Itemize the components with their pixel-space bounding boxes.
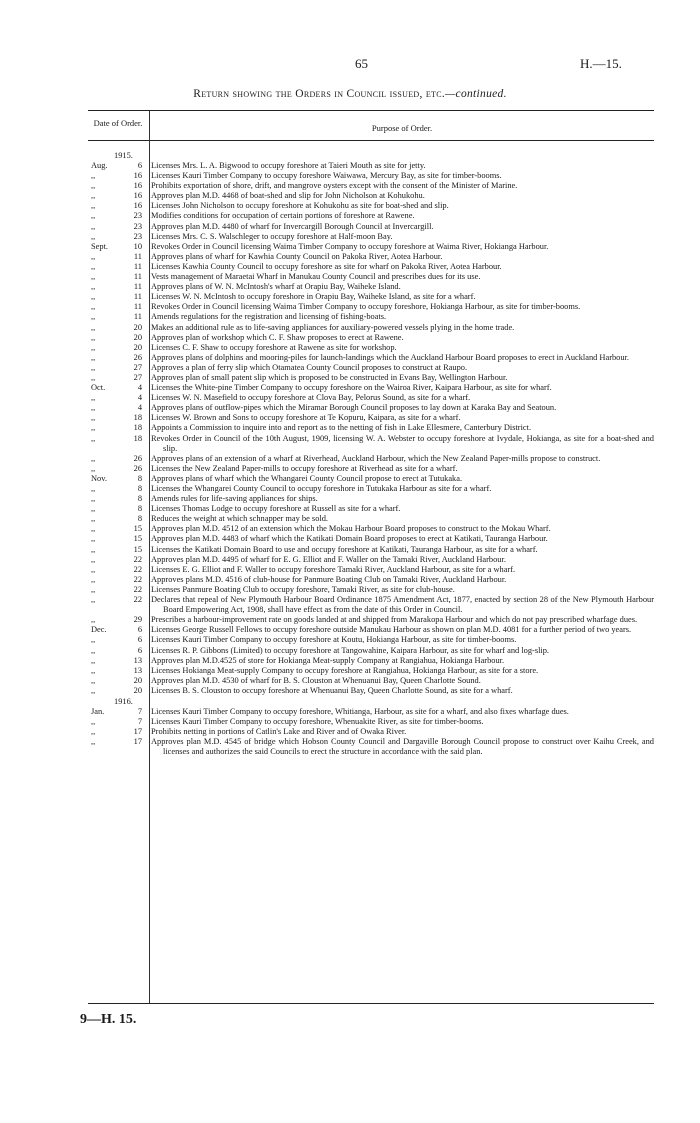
order-purpose: Approves plan M.D.4525 of store for Hokianga Meat-supply Company at Rangiahua, Hokianga Harbour.	[151, 655, 505, 665]
order-purpose: Approves plans of an extension of a wharf at Riverhead, Auckland Harbour, which the New Zealand Paper-mills propose to construct.	[151, 453, 601, 463]
orders-table-body	[88, 150, 654, 757]
table-row	[88, 474, 654, 484]
order-purpose: Licenses Kauri Timber Company to occupy foreshore, Whenuakite River, as site for timber-booms.	[151, 717, 484, 727]
table-row	[88, 222, 654, 232]
order-month: ,,	[91, 211, 96, 221]
order-purpose: Approves plans of dolphins and mooring-piles for launch-landings which the Auckland Harbour Board proposes to erect in Auckland Harbour.	[151, 352, 629, 362]
order-month: Jan.	[91, 706, 105, 716]
order-day: 18	[133, 433, 142, 443]
order-day: 23	[133, 211, 142, 221]
order-day: 23	[133, 231, 142, 241]
table-row	[88, 514, 654, 524]
order-day: 18	[133, 413, 142, 423]
order-day: 22	[133, 584, 142, 594]
order-day: 4	[137, 403, 142, 413]
table-row	[88, 211, 654, 221]
order-purpose: Approves plans of W. N. McIntosh's wharf at Orapiu Bay, Waiheke Island.	[151, 282, 401, 292]
order-purpose: Licenses Hokianga Meat-supply Company to occupy foreshore at Rangiahua, Hokianga Harbour, as site for a store.	[151, 665, 539, 675]
order-month: ,,	[91, 524, 96, 534]
order-day: 22	[133, 564, 142, 574]
table-row	[88, 615, 654, 625]
document-reference: H.—15.	[580, 56, 622, 71]
order-day: 22	[133, 554, 142, 564]
order-month: Aug.	[91, 161, 108, 170]
order-purpose: Modifies conditions for occupation of certain portions of foreshore at Rawene.	[151, 211, 415, 221]
table-row	[88, 272, 654, 282]
order-month: ,,	[91, 322, 96, 332]
order-month: ,,	[91, 727, 96, 737]
order-day: 17	[133, 727, 142, 737]
order-purpose: Prohibits exportation of shore, drift, and mangrove oysters except with the consent of the Minister of Marine.	[151, 181, 518, 191]
order-day: 7	[137, 717, 142, 727]
order-month: ,,	[91, 655, 96, 665]
order-day: 20	[133, 342, 142, 352]
order-purpose: Prescribes a harbour-improvement rate on goods landed at and shipped from Marakopa Harbour and which do not pay prescribed wharfage dues.	[151, 615, 638, 625]
order-month: ,,	[91, 574, 96, 584]
table-row	[88, 262, 654, 272]
order-month: ,,	[91, 564, 96, 574]
order-purpose: Licenses the Katikati Domain Board to use and occupy foreshore at Katikati, Tauranga Harbour, as site for a wharf.	[151, 544, 538, 554]
order-purpose: Licenses Panmure Boating Club to occupy foreshore, Tamaki River, as site for club-house.	[151, 584, 455, 594]
order-purpose: Licenses the New Zealand Paper-mills to occupy foreshore at Riverhead as site for a wharf.	[151, 463, 458, 473]
table-row	[88, 242, 654, 252]
running-title-continued: —continued.	[445, 88, 507, 100]
table-row	[88, 635, 654, 645]
order-purpose: Approves plans of wharf which the Whangarei County Council propose to erect at Tutukaka.	[151, 473, 463, 483]
table-row	[88, 252, 654, 262]
order-month: ,,	[91, 302, 96, 312]
order-month: Sept.	[91, 241, 108, 251]
order-month: ,,	[91, 484, 96, 493]
order-day: 6	[137, 625, 142, 635]
order-month: ,,	[91, 221, 96, 231]
table-row	[88, 343, 654, 353]
order-purpose: Licenses Mrs. C. S. Walschleger to occupy foreshore at Half-moon Bay.	[151, 231, 393, 241]
order-day: 16	[133, 181, 142, 191]
order-day: 20	[133, 685, 142, 695]
order-day: 13	[133, 665, 142, 675]
order-month: ,,	[91, 282, 96, 292]
order-purpose: Approves plan M.D. 4483 of wharf which the Katikati Domain Board proposes to erect at Katikati, Tauranga Harbour.	[151, 534, 548, 544]
table-row	[88, 201, 654, 211]
table-row	[88, 171, 654, 181]
year-label: 1915.	[114, 151, 133, 160]
table-row	[88, 575, 654, 585]
order-month: ,,	[91, 393, 96, 403]
order-month: ,,	[91, 453, 96, 463]
order-month: ,,	[91, 433, 96, 443]
order-day: 6	[137, 635, 142, 645]
table-row	[88, 353, 654, 363]
order-day: 16	[133, 191, 142, 201]
order-day: 23	[133, 221, 142, 231]
table-row	[88, 676, 654, 686]
order-purpose: Licenses B. S. Clouston to occupy foreshore at Whenuanui Bay, Queen Charlotte Sound, as site for a wharf.	[151, 685, 513, 695]
table-row	[88, 534, 654, 544]
order-day: 15	[133, 524, 142, 534]
order-purpose: Licenses Kauri Timber Company to occupy foreshore, Whitianga, Harbour, as site for a wharf, and also fixes wharfage dues.	[151, 706, 569, 716]
order-day: 26	[133, 352, 142, 362]
order-day: 8	[137, 484, 142, 493]
order-day: 11	[133, 272, 142, 282]
order-purpose: Licenses E. G. Elliot and F. Waller to occupy foreshore Tamaki River, Auckland Harbour, as site for a wharf.	[151, 564, 516, 574]
order-day: 11	[133, 261, 142, 271]
table-row	[88, 686, 654, 696]
order-month: ,,	[91, 413, 96, 423]
order-purpose: Licenses the Whangarei County Council to occupy foreshore in Tutukaka Harbour as site for a wharf.	[151, 484, 492, 493]
order-day: 11	[133, 251, 142, 261]
order-day: 13	[133, 655, 142, 665]
order-month: ,,	[91, 615, 96, 625]
order-day: 11	[133, 282, 142, 292]
order-day: 16	[133, 201, 142, 211]
order-month: ,,	[91, 272, 96, 282]
order-day: 11	[133, 312, 142, 322]
order-purpose: Licenses W. N. McIntosh to occupy foreshore in Orapiu Bay, Waiheke Island, as site for a wharf.	[151, 292, 476, 302]
order-month: ,,	[91, 261, 96, 271]
order-month: ,,	[91, 352, 96, 362]
order-purpose: Amends rules for life-saving appliances for ships.	[151, 494, 318, 504]
table-row	[88, 333, 654, 343]
order-month: ,,	[91, 342, 96, 352]
order-purpose: Licenses C. F. Shaw to occupy foreshore at Rawene as site for workshop.	[151, 342, 397, 352]
table-row	[88, 707, 654, 717]
order-day: 20	[133, 322, 142, 332]
order-purpose: Licenses George Russell Fellows to occupy foreshore outside Manukau Harbour as shown on plan M.D. 4081 for a further period of two years.	[151, 625, 632, 635]
table-row	[88, 585, 654, 595]
order-day: 8	[137, 504, 142, 514]
table-row	[88, 423, 654, 433]
order-day: 22	[133, 574, 142, 584]
order-month: ,,	[91, 595, 96, 605]
table-top-rule	[88, 110, 654, 111]
order-month: ,,	[91, 332, 96, 342]
order-purpose: Licenses R. P. Gibbons (Limited) to occupy foreshore at Tangowahine, Kaipara Harbour, as site for wharf and log-slip.	[151, 645, 550, 655]
order-purpose: Appoints a Commission to inquire into and report as to the netting of fish in Lake Ellesmere, Canterbury District.	[151, 423, 532, 433]
order-purpose: Makes an additional rule as to life-saving appliances for auxiliary-powered vessels plying in the home trade.	[151, 322, 515, 332]
order-month: Nov.	[91, 473, 107, 483]
order-month: Oct.	[91, 383, 106, 393]
order-purpose: Licenses W. N. Masefield to occupy foreshore at Clova Bay, Pelorus Sound, as site for a wharf.	[151, 393, 471, 403]
order-purpose: Approves plan M.D. 4512 of an extension which the Mokau Harbour Board proposes to construct to the Mokau Wharf.	[151, 524, 551, 534]
order-purpose: Approves plan M.D. 4495 of wharf for E. G. Elliot and F. Waller on the Tamaki River, Auckland Harbour.	[151, 554, 506, 564]
order-purpose: Licenses the White-pine Timber Company to occupy foreshore on the Wairoa River, Kaipara Harbour, as site for wharf.	[151, 383, 552, 393]
order-purpose: Licenses W. Brown and Sons to occupy foreshore at Te Kopuru, Kaipara, as site for a wharf.	[151, 413, 461, 423]
table-row	[88, 737, 654, 757]
table-row	[88, 302, 654, 312]
order-day: 11	[133, 292, 142, 302]
order-month: ,,	[91, 231, 96, 241]
table-row	[88, 565, 654, 575]
order-purpose: Revokes Order in Council licensing Waima Timber Company to occupy foreshore at Waima River, Hokianga Harbour.	[151, 241, 549, 251]
order-purpose: Approves plan M.D. 4480 of wharf for Invercargill Borough Council at Invercargill.	[151, 221, 434, 231]
order-purpose: Licenses Thomas Lodge to occupy foreshore at Russell as site for a wharf.	[151, 504, 401, 514]
order-month: ,,	[91, 251, 96, 261]
column-header-date: Date of Order.	[93, 118, 143, 128]
order-day: 8	[137, 473, 142, 483]
order-purpose: Approves plans of wharf for Kawhia County Council on Pakoka River, Aotea Harbour.	[151, 251, 443, 261]
table-row	[88, 727, 654, 737]
table-row	[88, 464, 654, 474]
column-header-purpose: Purpose of Order.	[371, 123, 433, 133]
order-day: 4	[137, 383, 142, 393]
order-purpose: Approves plan of small patent slip which is proposed to be constructed in Evans Bay, Wellington Harbour.	[151, 372, 508, 382]
order-purpose: Reduces the weight at which schnapper may be sold.	[151, 514, 328, 524]
order-month: ,,	[91, 544, 96, 554]
table-row	[88, 484, 654, 494]
table-row	[88, 292, 654, 302]
order-month: ,,	[91, 665, 96, 675]
running-title-text: Return showing the Orders in Council issued, etc.	[193, 88, 446, 100]
table-row	[88, 232, 654, 242]
order-day: 20	[133, 675, 142, 685]
order-month: ,,	[91, 645, 96, 655]
year-heading	[88, 150, 654, 161]
table-row	[88, 504, 654, 514]
signature-mark: 9—H. 15.	[80, 1012, 137, 1027]
order-month: ,,	[91, 494, 96, 504]
order-purpose: Revokes Order in Council licensing Waima Timber Company to occupy foreshore, Hokianga Harbour, as site for timber-booms.	[151, 302, 581, 312]
order-day: 7	[137, 706, 142, 716]
order-month: ,,	[91, 737, 96, 747]
order-day: 8	[137, 494, 142, 504]
order-month: ,,	[91, 171, 96, 181]
order-day: 6	[137, 161, 142, 170]
order-purpose: Vests management of Maraetai Wharf in Manukau County Council and prescribes dues for its use.	[151, 272, 481, 282]
order-month: ,,	[91, 635, 96, 645]
table-row	[88, 545, 654, 555]
order-purpose: Approves plan M.D. 4530 of wharf for B. S. Clouston at Whenuanui Bay, Queen Charlotte Sound.	[151, 675, 481, 685]
table-row	[88, 383, 654, 393]
order-purpose: Approves plan M.D. 4545 of bridge which Hobson County Council and Dargaville Borough Council propose to construct over Kaihu Creek, and licenses and authorizes the said Councils to erect the structure in accordance with the said plan.	[151, 737, 654, 757]
table-row	[88, 656, 654, 666]
table-header-rule	[88, 140, 654, 141]
order-month: ,,	[91, 554, 96, 564]
order-month: ,,	[91, 362, 96, 372]
order-purpose: Approves plans of outflow-pipes which the Miramar Borough Council proposes to lay down at Karaka Bay and Seatoun.	[151, 403, 557, 413]
order-month: ,,	[91, 191, 96, 201]
order-purpose: Licenses Mrs. L. A. Bigwood to occupy foreshore at Taieri Mouth as site for jetty.	[151, 161, 426, 170]
table-row	[88, 181, 654, 191]
year-label: 1916.	[114, 696, 133, 706]
order-day: 15	[133, 544, 142, 554]
table-row	[88, 373, 654, 383]
order-month: ,,	[91, 423, 96, 433]
order-day: 29	[133, 615, 142, 625]
table-row	[88, 434, 654, 454]
table-row	[88, 403, 654, 413]
table-row	[88, 363, 654, 373]
table-row	[88, 555, 654, 565]
order-day: 18	[133, 423, 142, 433]
table-row	[88, 524, 654, 534]
table-row	[88, 312, 654, 322]
order-month: ,,	[91, 312, 96, 322]
order-month: ,,	[91, 504, 96, 514]
order-day: 20	[133, 332, 142, 342]
order-day: 4	[137, 393, 142, 403]
order-purpose: Approves plan M.D. 4468 of boat-shed and slip for John Nicholson at Kohukohu.	[151, 191, 425, 201]
order-purpose: Amends regulations for the registration and licensing of fishing-boats.	[151, 312, 387, 322]
order-day: 15	[133, 534, 142, 544]
table-row	[88, 413, 654, 423]
table-row	[88, 646, 654, 656]
order-day: 8	[137, 514, 142, 524]
table-row	[88, 625, 654, 635]
running-title	[0, 88, 700, 100]
order-day: 27	[133, 372, 142, 382]
table-bottom-rule	[88, 1003, 654, 1004]
order-purpose: Approves plans M.D. 4516 of club-house for Panmure Boating Club on Tamaki River, Auckland Harbour.	[151, 574, 507, 584]
order-month: ,,	[91, 717, 96, 727]
order-purpose: Revokes Order in Council of the 10th August, 1909, licensing W. A. Webster to occupy foreshore at Ivydale, Hokianga, as site for a boat-shed and slip.	[151, 433, 654, 453]
table-row	[88, 282, 654, 292]
table-row	[88, 494, 654, 504]
order-day: 22	[133, 595, 142, 605]
order-day: 17	[133, 737, 142, 747]
order-month: ,,	[91, 403, 96, 413]
order-purpose: Licenses John Nicholson to occupy foreshore at Kohukohu as site for boat-shed and slip.	[151, 201, 449, 211]
order-purpose: Prohibits netting in portions of Catlin's Lake and River and of Owaka River.	[151, 727, 407, 737]
order-day: 26	[133, 463, 142, 473]
order-month: ,,	[91, 675, 96, 685]
year-heading	[88, 696, 654, 707]
table-row	[88, 595, 654, 615]
order-purpose: Licenses Kauri Timber Company to occupy foreshore at Koutu, Hokianga Harbour, as site for timber-booms.	[151, 635, 517, 645]
order-month: ,,	[91, 685, 96, 695]
order-purpose: Licenses Kauri Timber Company to occupy foreshore Waiwawa, Mercury Bay, as site for timber-booms.	[151, 171, 502, 181]
order-day: 6	[137, 645, 142, 655]
table-row	[88, 323, 654, 333]
order-day: 16	[133, 171, 142, 181]
order-purpose: Licenses Kawhia County Council to occupy foreshore as site for wharf on Pakoka River, Aotea Harbour.	[151, 261, 502, 271]
table-row	[88, 191, 654, 201]
table-row	[88, 666, 654, 676]
table-row	[88, 717, 654, 727]
order-purpose: Declares that repeal of New Plymouth Harbour Board Ordinance 1875 Amendment Act, 1877, enacted by section 28 of the New Plymouth Harbour Board Empowering Act, 1908, shall have effect as from the date of this Order in Council.	[151, 595, 654, 615]
order-month: ,,	[91, 181, 96, 191]
table-row	[88, 161, 654, 171]
order-month: Dec.	[91, 625, 107, 635]
order-month: ,,	[91, 292, 96, 302]
order-month: ,,	[91, 534, 96, 544]
table-row	[88, 454, 654, 464]
order-purpose: Approves a plan of ferry slip which Otamatea County Council proposes to construct at Raupo.	[151, 362, 468, 372]
order-month: ,,	[91, 584, 96, 594]
order-month: ,,	[91, 201, 96, 211]
order-month: ,,	[91, 514, 96, 524]
order-month: ,,	[91, 372, 96, 382]
order-month: ,,	[91, 463, 96, 473]
order-day: 11	[133, 302, 142, 312]
order-day: 10	[133, 241, 142, 251]
order-day: 26	[133, 453, 142, 463]
order-day: 27	[133, 362, 142, 372]
table-row	[88, 393, 654, 403]
order-purpose: Approves plan of workshop which C. F. Shaw proposes to erect at Rawene.	[151, 332, 404, 342]
page-number: 65	[355, 56, 368, 71]
